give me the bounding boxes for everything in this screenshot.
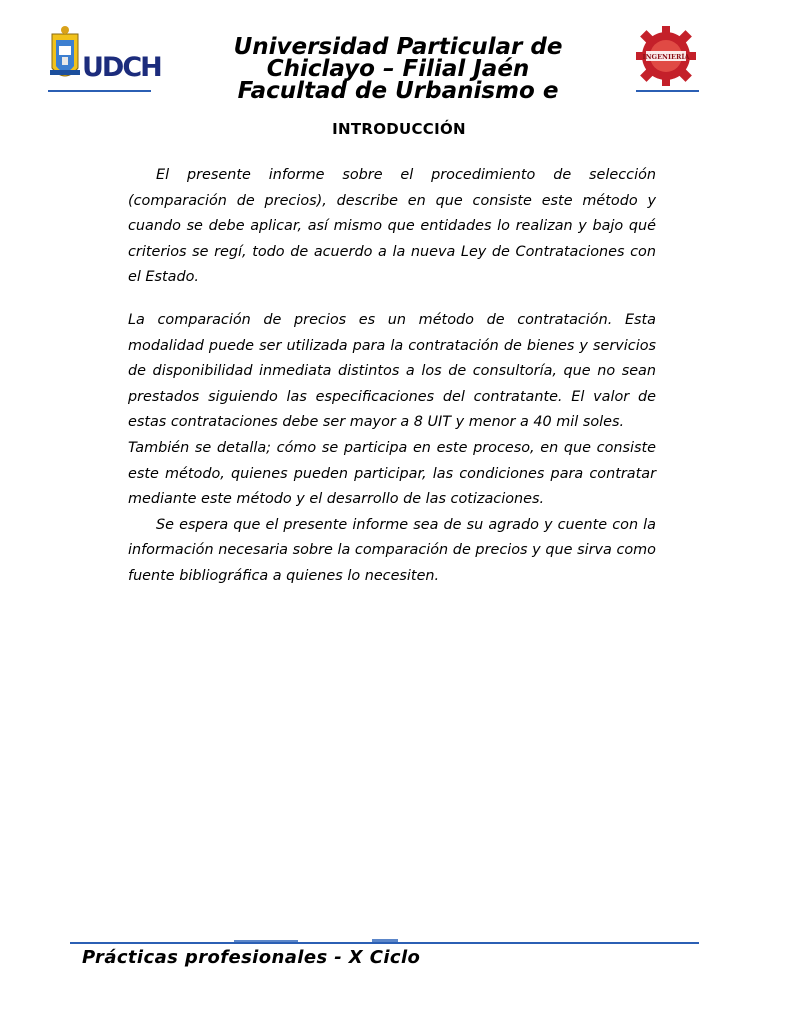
header-rule-left xyxy=(48,90,151,92)
logo-left-text: UDCH xyxy=(82,52,161,83)
paragraph-3: También se detalla; cómo se participa en este proceso, en que consiste este método, quienes pueden participar, las condiciones para contratar mediante este método y el desarrollo de las cotizaciones. xyxy=(128,439,656,508)
section-title: INTRODUCCIÓN xyxy=(332,120,466,138)
university-crest-logo-icon xyxy=(48,24,161,88)
footer-text: Prácticas profesionales - X Ciclo xyxy=(82,947,421,968)
paragraph-2: La comparación de precios es un método de contratación. Esta modalidad puede ser utilizada para la contratación de bienes y servicios de disponibilidad inmediata distintos a los de consultoría, que no sean prestados siguiendo las especificaciones del contratante. El valor de estas contrataciones debe ser mayor a 8 UIT y menor a 40 mil soles. xyxy=(128,311,656,431)
logo-right-text: INGENIERÍA xyxy=(642,53,690,61)
paragraph-1: El presente informe sobre el procedimiento de selección (comparación de precios), describe en que consiste este método y cuando se debe aplicar, así mismo que entidades lo realizan y bajo qué criterios se regí, todo de acuerdo a la nueva Ley de Contrataciones con el Estado. xyxy=(128,167,656,286)
paragraph-4: Se espera que el presente informe sea de su agrado y cuente con la información necesaria sobre la comparación de precios y que sirva como fuente bibliográfica a quienes lo necesiten. xyxy=(128,516,656,584)
ingenieria-gear-logo-icon xyxy=(634,24,698,88)
document-body xyxy=(128,163,656,590)
header-title-line-3: Facultad de Urbanismo e xyxy=(237,78,559,104)
footer-rule xyxy=(70,942,699,944)
header-title-line-1: Universidad Particular de xyxy=(233,34,563,60)
header-rule-right xyxy=(636,90,699,92)
header-title-line-2: Chiclayo – Filial Jaén xyxy=(266,56,530,82)
header-title xyxy=(168,34,628,104)
page-header xyxy=(0,0,768,104)
